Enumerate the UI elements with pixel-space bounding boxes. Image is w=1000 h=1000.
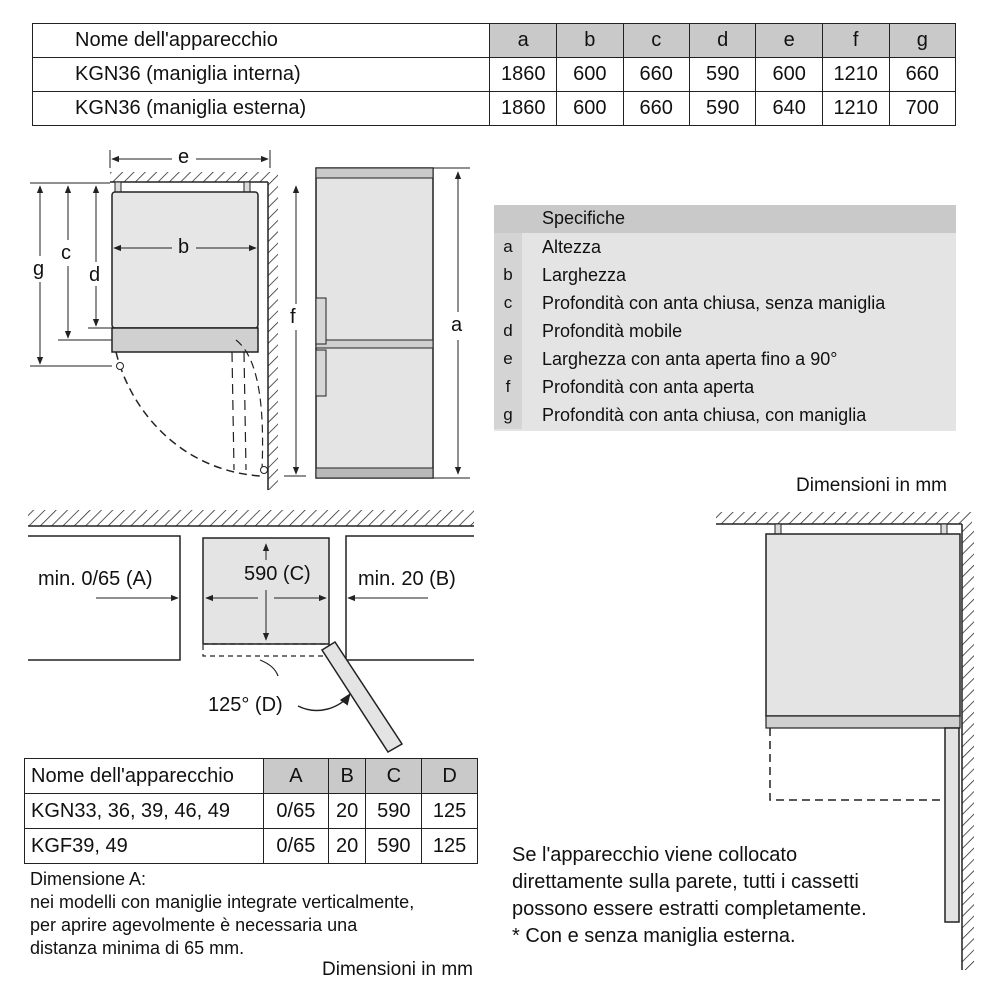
table-cell: 1860 bbox=[490, 92, 557, 126]
table-cell: 125 bbox=[422, 829, 478, 864]
table-cell: 0/65 bbox=[264, 794, 329, 829]
table-cell: KGN36 (maniglia interna) bbox=[33, 58, 490, 92]
note-line: nei modelli con maniglie integrate verticalmente, bbox=[30, 892, 415, 912]
label-e: e bbox=[178, 146, 190, 168]
table-cell: 1210 bbox=[822, 58, 889, 92]
header-cell: f bbox=[822, 24, 889, 58]
spec-letter: g bbox=[494, 401, 522, 429]
table-cell: 660 bbox=[889, 58, 955, 92]
clearance-table bbox=[24, 758, 478, 864]
spec-text: Larghezza bbox=[542, 265, 627, 285]
spec-letter: f bbox=[494, 373, 522, 401]
table-cell: 660 bbox=[623, 92, 689, 126]
spec-item bbox=[494, 289, 956, 317]
label-d: d bbox=[89, 264, 101, 286]
spec-letter: d bbox=[494, 317, 522, 345]
note-line: per aprire agevolmente è necessaria una bbox=[30, 915, 358, 935]
specs-title: Specifiche bbox=[542, 208, 626, 228]
table-cell: 600 bbox=[756, 58, 822, 92]
spec-item bbox=[494, 345, 956, 373]
table-cell: 590 bbox=[366, 794, 422, 829]
table-cell: 0/65 bbox=[264, 829, 329, 864]
spec-letter: a bbox=[494, 233, 522, 261]
table-row bbox=[25, 829, 478, 864]
spec-text: Larghezza con anta aperta fino a 90° bbox=[542, 349, 838, 369]
table-cell: 20 bbox=[328, 829, 366, 864]
table-cell: 590 bbox=[366, 829, 422, 864]
spec-letter: c bbox=[494, 289, 522, 317]
spec-text: Profondità mobile bbox=[542, 321, 683, 341]
label-angle: 125° (D) bbox=[208, 694, 283, 716]
specs-body bbox=[494, 233, 956, 431]
specs-legend bbox=[494, 205, 956, 431]
label-f: f bbox=[290, 306, 296, 328]
header-cell: b bbox=[557, 24, 623, 58]
header-cell: D bbox=[422, 759, 478, 794]
table-cell: 20 bbox=[328, 794, 366, 829]
side-view-fridge-drawing bbox=[316, 168, 470, 478]
label-c: c bbox=[61, 242, 71, 264]
table-cell: KGN36 (maniglia esterna) bbox=[33, 92, 490, 126]
header-cell: a bbox=[490, 24, 557, 58]
note-line: distanza minima di 65 mm. bbox=[30, 938, 245, 958]
header-cell: e bbox=[756, 24, 822, 58]
table-cell: 660 bbox=[623, 58, 689, 92]
note-line: Dimensione A: bbox=[30, 869, 147, 889]
header-cell: d bbox=[689, 24, 755, 58]
spec-letter: e bbox=[494, 345, 522, 373]
spec-text: Profondità con anta aperta bbox=[542, 377, 755, 397]
table-cell: 600 bbox=[557, 58, 623, 92]
top-view-fridge-drawing bbox=[30, 150, 306, 490]
header-cell: g bbox=[889, 24, 955, 58]
spec-item bbox=[494, 261, 956, 289]
header-cell: Nome dell'apparecchio bbox=[33, 24, 490, 58]
spec-item bbox=[494, 317, 956, 345]
spec-text: Profondità con anta chiusa, senza maniglia bbox=[542, 293, 886, 313]
note-dimension-a bbox=[30, 868, 414, 960]
header-cell: A bbox=[264, 759, 329, 794]
label-min-right: min. 20 (B) bbox=[358, 568, 456, 590]
header-cell: Nome dell'apparecchio bbox=[25, 759, 264, 794]
label-min-left: min. 0/65 (A) bbox=[38, 568, 153, 590]
header-cell: C bbox=[366, 759, 422, 794]
table-cell: 600 bbox=[557, 92, 623, 126]
units-label-bottom: Dimensioni in mm bbox=[322, 959, 473, 980]
spec-letter: b bbox=[494, 261, 522, 289]
header-cell: B bbox=[328, 759, 366, 794]
table-cell: 1210 bbox=[822, 92, 889, 126]
note-line: possono essere estratti completamente. bbox=[512, 898, 867, 920]
spec-item bbox=[494, 373, 956, 401]
label-depth: 590 (C) bbox=[244, 563, 311, 585]
table-cell: KGF39, 49 bbox=[25, 829, 264, 864]
table-header-row bbox=[25, 759, 478, 794]
label-b: b bbox=[178, 236, 190, 258]
spec-item bbox=[494, 401, 956, 429]
table-cell: 1860 bbox=[490, 58, 557, 92]
units-label-right: Dimensioni in mm bbox=[796, 475, 947, 496]
note-line: Se l'apparecchio viene collocato bbox=[512, 844, 798, 866]
table-cell: 590 bbox=[689, 92, 755, 126]
spec-text: Profondità con anta chiusa, con maniglia bbox=[542, 405, 867, 425]
table-cell: 125 bbox=[422, 794, 478, 829]
note-line: direttamente sulla parete, tutti i cassetti bbox=[512, 871, 859, 893]
table-cell: KGN33, 36, 39, 46, 49 bbox=[25, 794, 264, 829]
spec-text: Altezza bbox=[542, 237, 602, 257]
specs-header bbox=[494, 205, 956, 233]
note-line: * Con e senza maniglia esterna. bbox=[512, 925, 796, 947]
table-cell: 590 bbox=[689, 58, 755, 92]
table-row bbox=[25, 794, 478, 829]
label-a: a bbox=[451, 314, 463, 336]
spec-item bbox=[494, 233, 956, 261]
label-g: g bbox=[33, 258, 45, 280]
note-wall-placement bbox=[512, 842, 867, 950]
header-cell: c bbox=[623, 24, 689, 58]
table-cell: 700 bbox=[889, 92, 955, 126]
table-cell: 640 bbox=[756, 92, 822, 126]
